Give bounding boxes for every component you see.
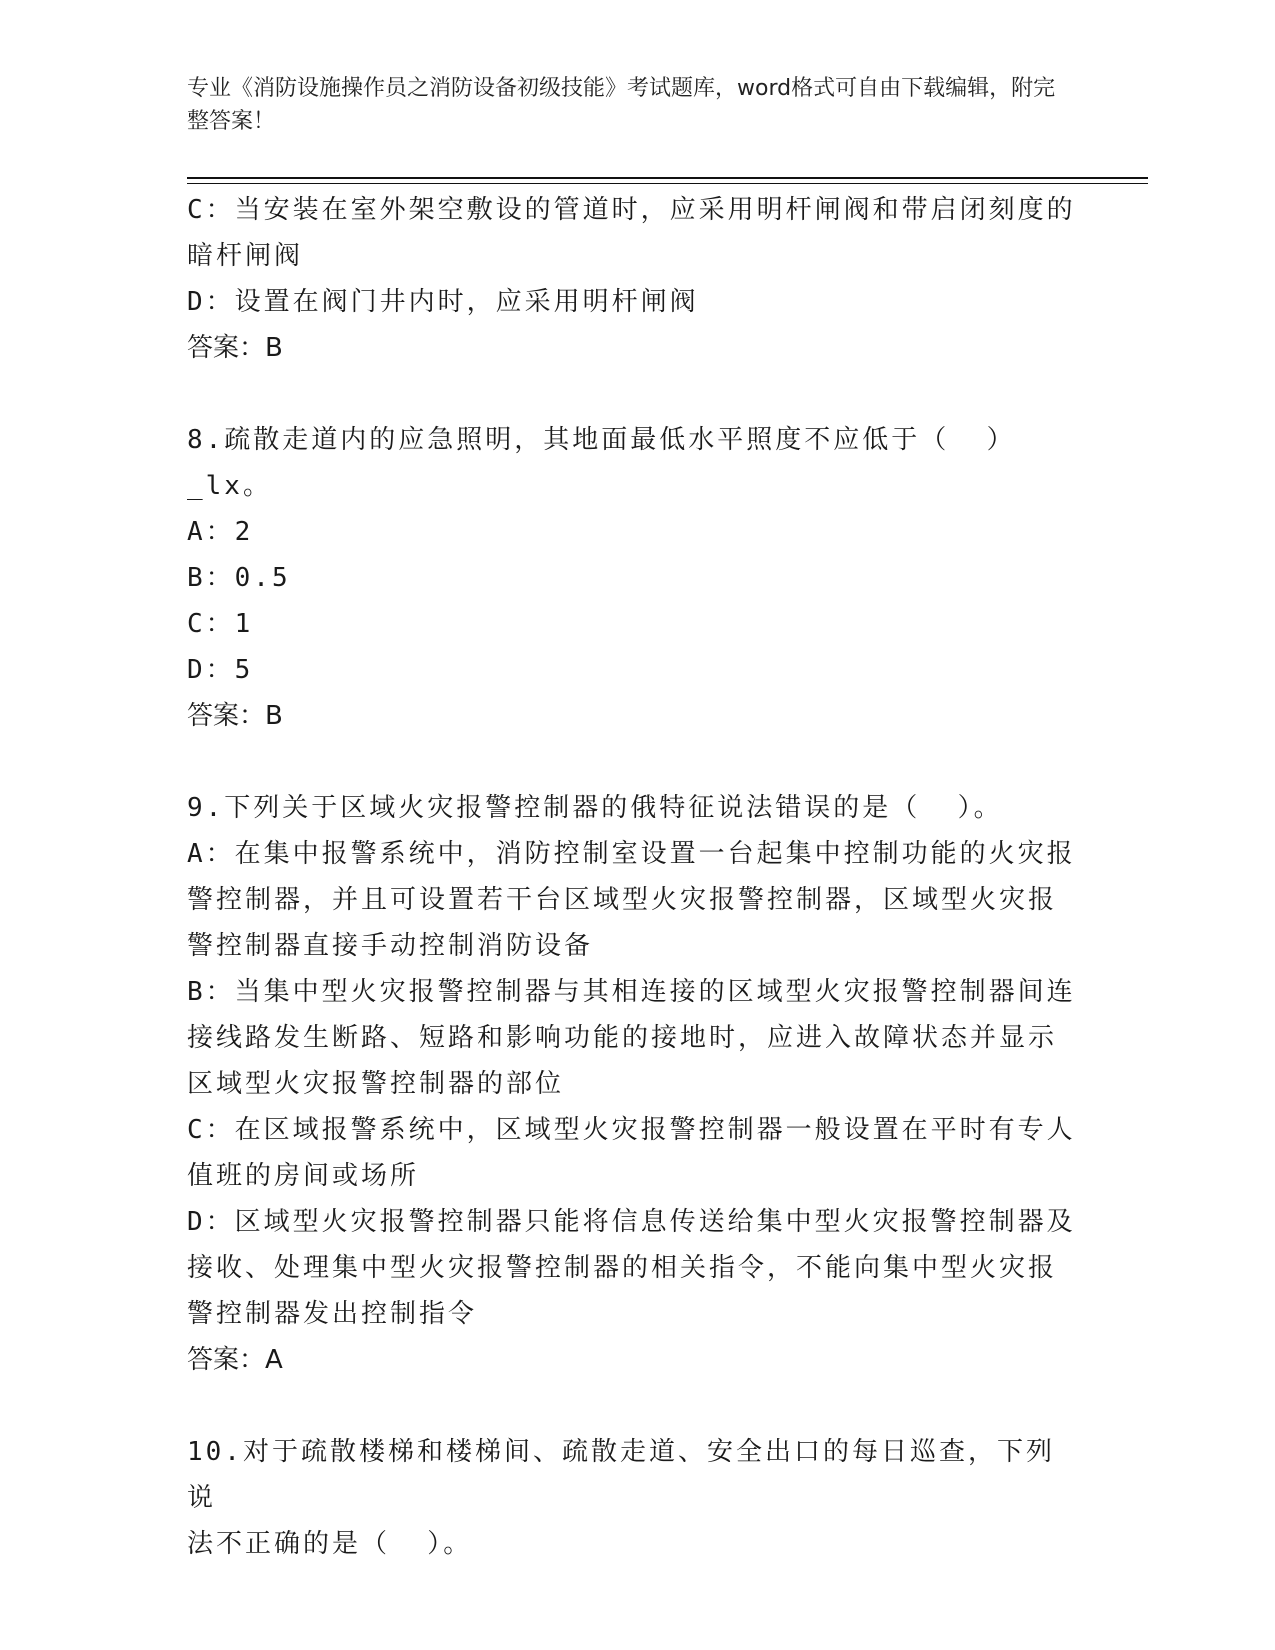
option-b-line: 接线路发生断路、短路和影响功能的接地时，应进入故障状态并显示 [187,1023,1058,1053]
option-a-line: A：在集中报警系统中，消防控制室设置一台起集中控制功能的火灾报 [187,839,1076,869]
question-8 [187,417,1077,739]
question-stem: 8.疏散走道内的应急照明，其地面最低水平照度不应低于（ ）_lx。 [187,425,1016,501]
header-title: 专业《消防设施操作员之消防设备初级技能》考试题库，word格式可自由下载编辑，附完整答案！ [187,76,1056,134]
option-c-line: 值班的房间或场所 [187,1161,420,1191]
question-10 [187,1429,1077,1567]
option-d-line: 接收、处理集中型火灾报警控制器的相关指令，不能向集中型火灾报 [187,1253,1058,1283]
header-divider-thin [187,183,1148,184]
option-b: B：0.5 [187,563,291,593]
header-divider-thick [187,177,1148,179]
document-body [187,187,1077,1567]
answer-line: 答案：A [187,1345,283,1375]
question-stem-line: 法不正确的是（ ）。 [187,1529,473,1559]
question-stem: 9.下列关于区域火灾报警控制器的俄特征说法错误的是（ ）。 [187,793,1003,823]
option-d-line: 警控制器发出控制指令 [187,1299,478,1329]
question-stem-line: 10.对于疏散楼梯和楼梯间、疏散走道、安全出口的每日巡查，下列说 [187,1437,1055,1513]
option-b-line: 区域型火灾报警控制器的部位 [187,1069,565,1099]
option-a-line: 警控制器，并且可设置若干台区域型火灾报警控制器，区域型火灾报 [187,885,1058,915]
option-d-line: D：区域型火灾报警控制器只能将信息传送给集中型火灾报警控制器及 [187,1207,1076,1237]
option-b-line: B：当集中型火灾报警控制器与其相连接的区域型火灾报警控制器间连 [187,977,1076,1007]
prev-question-block [187,187,1077,371]
option-d: D：设置在阀门井内时，应采用明杆闸阀 [187,287,699,317]
option-d: D：5 [187,655,254,685]
option-c-line: 暗杆闸阀 [187,241,304,271]
answer-line: 答案：B [187,701,283,731]
answer-line: 答案：B [187,333,283,363]
option-a: A：2 [187,517,254,547]
option-c: C：1 [187,609,254,639]
option-a-line: 警控制器直接手动控制消防设备 [187,931,594,961]
document-header [187,72,1067,138]
option-c-line: C：在区域报警系统中，区域型火灾报警控制器一般设置在平时有专人 [187,1115,1076,1145]
question-9 [187,785,1077,1383]
option-c-line: C：当安装在室外架空敷设的管道时，应采用明杆闸阀和带启闭刻度的 [187,195,1076,225]
